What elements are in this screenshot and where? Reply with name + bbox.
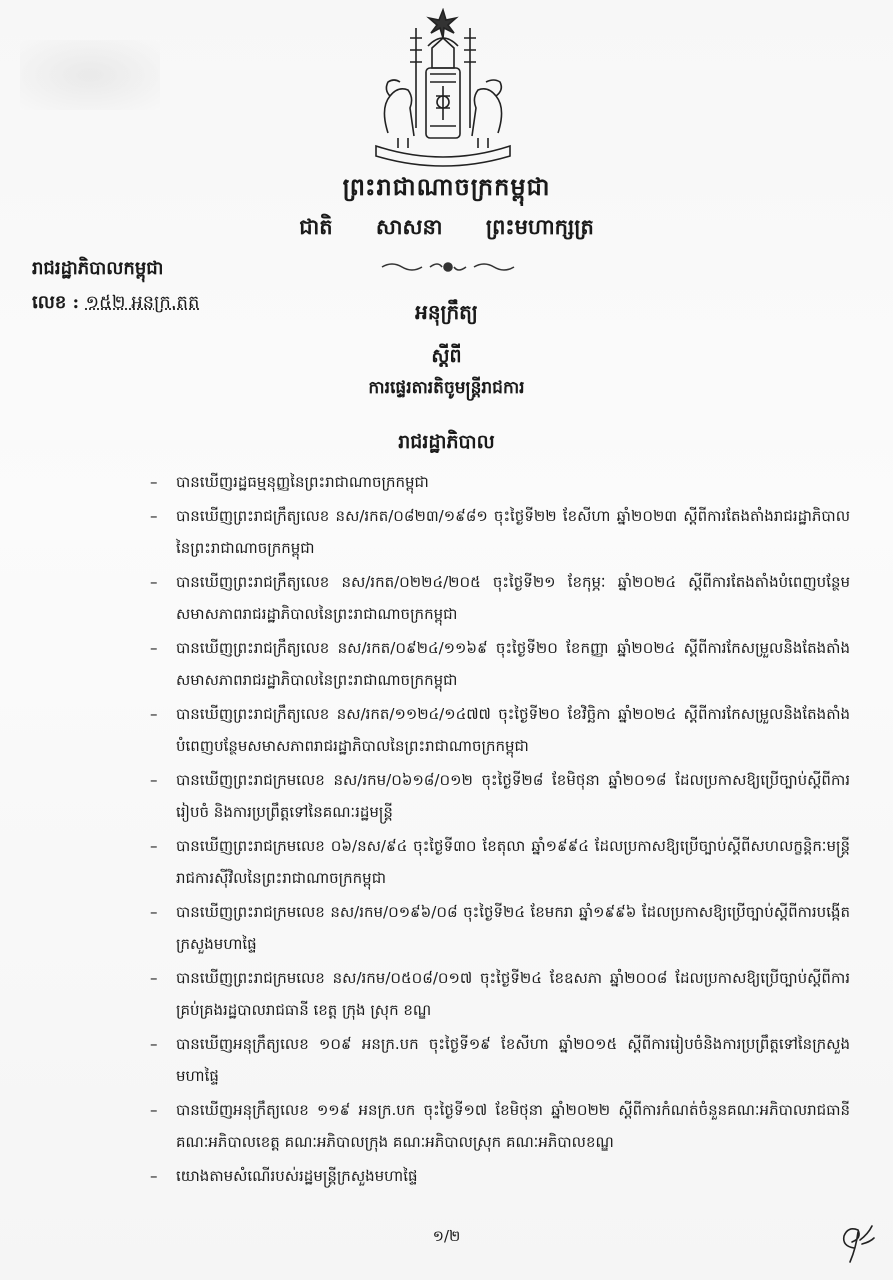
preamble-clauses (150, 466, 850, 1194)
preamble-clause: – បានឃើញអនុក្រឹត្យលេខ ១០៩ អនក្រ.បក ចុះថ្ងៃទី១៩ ខែសីហា ឆ្នាំ២០១៥ ស្តីពីការរៀបចំនិងការប្រព្រឹត្តទៅនៃក្រសួងមហាផ្ទៃ (150, 1028, 850, 1092)
motto-king: ព្រះមហាក្សត្រ (485, 214, 594, 239)
preamble-clause: – បានឃើញព្រះរាជក្រឹត្យលេខ នស/រកត/០៩២៤/១១៦៩ ចុះថ្ងៃទី២០ ខែកញ្ញា ឆ្នាំ២០២៤ ស្តីពីការកែសម្រួលនិងតែងតាំងសមាសភាពរាជរដ្ឋាភិបាលនៃព្រះរាជាណាចក្រកម្ពុជា (150, 632, 850, 696)
ornamental-divider-icon (378, 259, 518, 275)
issuer-heading: រាជរដ្ឋាភិបាល (398, 431, 495, 453)
about-label: ស្តីពី (431, 345, 462, 367)
document-type: អនុក្រឹត្យ (415, 300, 478, 324)
preamble-clause: – បានឃើញរដ្ឋធម្មនុញ្ញនៃព្រះរាជាណាចក្រកម្ពុជា (150, 466, 850, 498)
kingdom-heading: ព្រះរាជាណាចក្រកម្ពុជា (342, 172, 551, 201)
preamble-clause: – បានឃើញព្រះរាជក្រឹត្យលេខ នស/រកត/០២២៤/២០៥ ចុះថ្ងៃទី២១ ខែកុម្ភៈ ឆ្នាំ២០២៤ ស្តីពីការតែងតាំងបំពេញបន្ថែមសមាសភាពរាជរដ្ឋាភិបាលនៃព្រះរាជាណាចក្រកម្ពុជា (150, 566, 850, 630)
motto-nation: ជាតិ (299, 214, 333, 239)
handwritten-initial-icon (832, 1218, 878, 1266)
preamble-clause: – បានឃើញព្រះរាជក្រមលេខ នស/រកម/០៦១៨/០១២ ចុះថ្ងៃទី២៨ ខែមិថុនា ឆ្នាំ២០១៨ ដែលប្រកាសឱ្យប្រើច្បាប់ស្តីពីការរៀបចំ និងការប្រព្រឹត្តទៅនៃគណៈរដ្ឋមន្ត្រី (150, 764, 850, 828)
preamble-clause: – បានឃើញព្រះរាជក្រឹត្យលេខ នស/រកត/១១២៤/១៤៧៧ ចុះថ្ងៃទី២០ ខែវិច្ឆិកា ឆ្នាំ២០២៤ ស្តីពីការកែសម្រួលនិងតែងតាំងបំពេញបន្ថែមសមាសភាពរាជរដ្ឋាភិបាលនៃព្រះរាជាណាចក្រកម្ពុជា (150, 698, 850, 762)
royal-arms-emblem-icon (368, 8, 518, 168)
national-motto (0, 214, 893, 245)
issuing-authority: រាជរដ្ឋាភិបាលកម្ពុជា (32, 258, 164, 279)
motto-religion: សាសនា (375, 214, 443, 239)
preamble-clause: – យោងតាមសំណើរបស់រដ្ឋមន្ត្រីក្រសួងមហាផ្ទៃ (150, 1160, 850, 1192)
page-number: ១/២ (432, 1227, 461, 1245)
preamble-clause: – បានឃើញព្រះរាជក្រមលេខ នស/រកម/០១៩៦/០៨ ចុះថ្ងៃទី២៤ ខែមករា ឆ្នាំ១៩៩៦ ដែលប្រកាសឱ្យប្រើច្បាប់ស្តីពីការបង្កើតក្រសួងមហាផ្ទៃ (150, 896, 850, 960)
preamble-clause: – បានឃើញព្រះរាជក្រមលេខ ០៦/នស/៩៤ ចុះថ្ងៃទី៣០ ខែតុលា ឆ្នាំ១៩៩៤ ដែលប្រកាសឱ្យប្រើច្បាប់ស្តីពីសហលក្ខន្តិកៈមន្ត្រីរាជការស៊ីវិលនៃព្រះរាជាណាចក្រកម្ពុជា (150, 830, 850, 894)
preamble-clause: – បានឃើញព្រះរាជក្រឹត្យលេខ នស/រកត/០៨២៣/១៩៨១ ចុះថ្ងៃទី២២ ខែសីហា ឆ្នាំ២០២៣ ស្តីពីការតែងតាំងរាជរដ្ឋាភិបាលនៃព្រះរាជាណាចក្រកម្ពុជា (150, 500, 850, 564)
preamble-clause: – បានឃើញអនុក្រឹត្យលេខ ១១៩ អនក្រ.បក ចុះថ្ងៃទី១៧ ខែមិថុនា ឆ្នាំ២០២២ ស្តីពីការកំណត់ចំនួនគណៈអភិបាលរាជធានី គណៈអភិបាលខេត្ត គណៈអភិបាលក្រុង គណៈអភិបាលស្រុក គណៈអភិបាលខណ្ឌ (150, 1094, 850, 1158)
number-value: ១៥២ អនក្រ.តត (85, 292, 200, 313)
scan-smudge (20, 40, 160, 110)
number-label: លេខ : (32, 292, 80, 313)
preamble-clause: – បានឃើញព្រះរាជក្រមលេខ នស/រកម/០៥០៨/០១៧ ចុះថ្ងៃទី២៤ ខែឧសភា ឆ្នាំ២០០៨ ដែលប្រកាសឱ្យប្រើច្បាប់ស្តីពីការគ្រប់គ្រងរដ្ឋបាលរាជធានី ខេត្ត ក្រុង ស្រុក ខណ្ឌ (150, 962, 850, 1026)
document-subject: ការផ្ទេរតារតិចូមន្ត្រីរាជការ (368, 378, 525, 398)
